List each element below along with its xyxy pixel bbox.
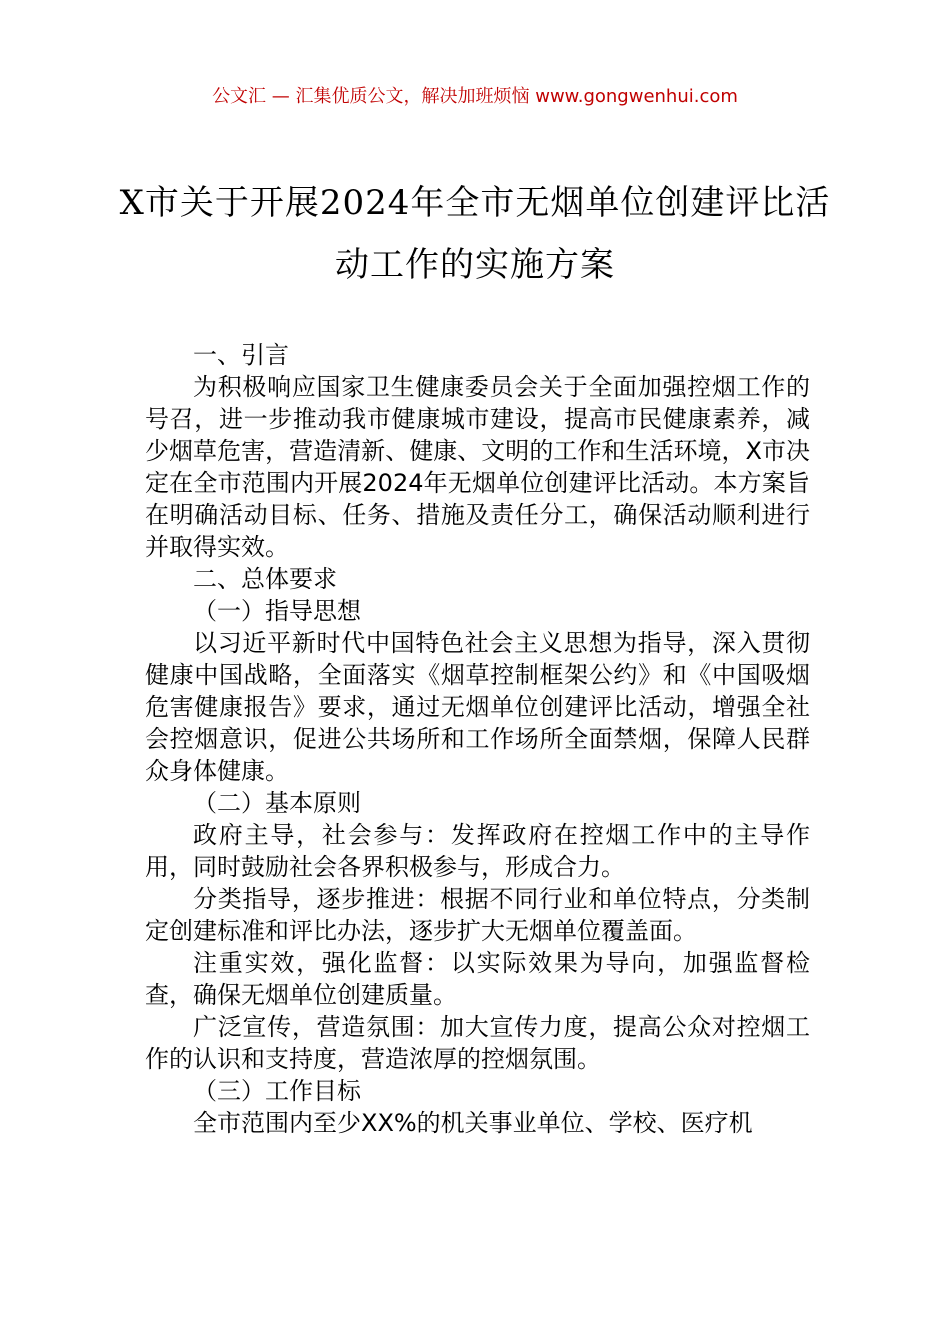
paragraph-principle-3: 注重实效，强化监督：以实际效果为导向，加强监督检查，确保无烟单位创建质量。	[145, 949, 810, 1009]
subheading-work-goals: （三）工作目标	[193, 1077, 361, 1105]
section-heading-general: 二、总体要求	[193, 565, 337, 593]
paragraph-principle-4: 广泛宣传，营造氛围：加大宣传力度，提高公众对控烟工作的认识和支持度，营造浓厚的控烟氛围。	[145, 1013, 810, 1073]
document-body	[145, 339, 810, 1139]
section-heading-intro: 一、引言	[193, 341, 289, 369]
paragraph-work-goals: 全市范围内至少XX%的机关事业单位、学校、医疗机	[193, 1109, 753, 1137]
watermark-banner: 公文汇 — 汇集优质公文，解决加班烦恼 www.gongwenhui.com	[212, 86, 738, 107]
document-title: X市关于开展2024年全市无烟单位创建评比活动工作的实施方案	[119, 183, 831, 285]
subheading-guiding-ideology: （一）指导思想	[193, 597, 361, 625]
paragraph-intro: 为积极响应国家卫生健康委员会关于全面加强控烟工作的号召，进一步推动我市健康城市建设，提高市民健康素养，减少烟草危害，营造清新、健康、文明的工作和生活环境，X市决定在全市范围内开展2024年无烟单位创建评比活动。本方案旨在明确活动目标、任务、措施及责任分工，确保活动顺利进行并取得实效。	[145, 373, 810, 561]
subheading-basic-principles: （二）基本原则	[193, 789, 361, 817]
paragraph-principle-2: 分类指导，逐步推进：根据不同行业和单位特点，分类制定创建标准和评比办法，逐步扩大无烟单位覆盖面。	[145, 885, 810, 945]
paragraph-principle-1: 政府主导，社会参与：发挥政府在控烟工作中的主导作用，同时鼓励社会各界积极参与，形成合力。	[145, 821, 810, 881]
paragraph-guiding-ideology: 以习近平新时代中国特色社会主义思想为指导，深入贯彻健康中国战略，全面落实《烟草控制框架公约》和《中国吸烟危害健康报告》要求，通过无烟单位创建评比活动，增强全社会控烟意识，促进公共场所和工作场所全面禁烟，保障人民群众身体健康。	[145, 629, 810, 785]
